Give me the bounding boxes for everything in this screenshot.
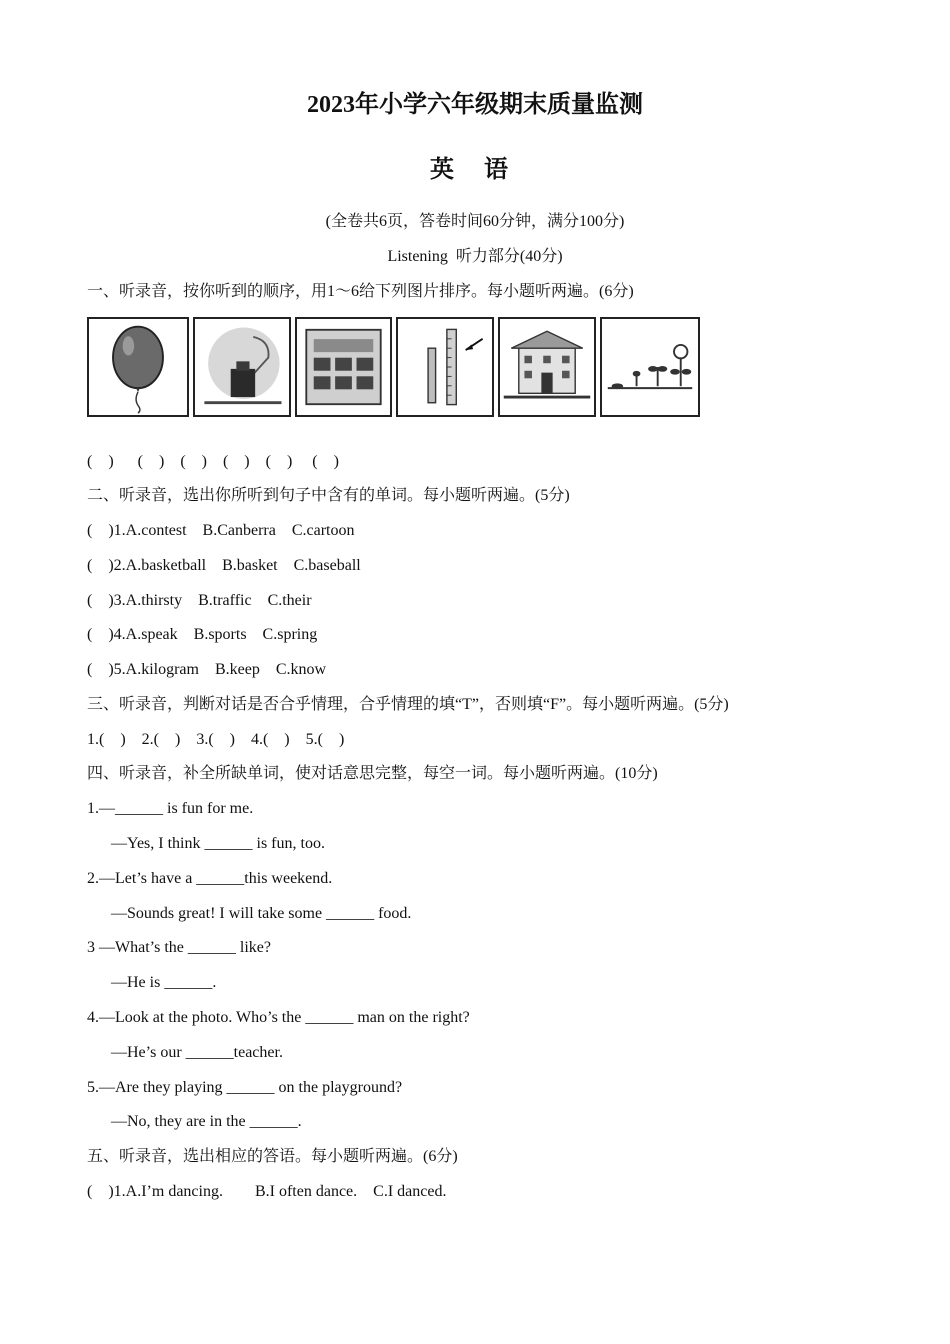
subject-title: 英 语 [430, 157, 520, 183]
section4-heading: 四、听录音，补全所缺单词，使对话意思完整，每空一词。每小题听两遍。(10分) [87, 765, 658, 782]
page-title: 2023年小学六年级期末质量监测 [307, 92, 643, 118]
dialogue-question[interactable]: 1.—______ is fun for me. [87, 800, 254, 817]
dialogue-answer[interactable]: —Yes, I think ______ is fun, too. [111, 835, 325, 852]
section3-heading: 三、听录音，判断对话是否合乎情理，合乎情理的填“T”，否则填“F”。每小题听两遍。(5分) [87, 696, 729, 713]
listening-heading: Listening 听力部分(40分) [387, 248, 563, 265]
board-game-icon [295, 317, 392, 417]
dialogue-answer[interactable]: —No, they are in the ______. [111, 1113, 302, 1130]
dialogue-question[interactable]: 4.—Look at the photo. Who’s the ______ man on the right? [87, 1009, 470, 1026]
exam-note: (全卷共6页，答卷时间60分钟，满分100分) [325, 213, 625, 230]
question-item[interactable]: ( )5.A.kilogram B.keep C.know [87, 661, 327, 678]
section5-heading: 五、听录音，选出相应的答语。每小题听两遍。(6分) [87, 1148, 458, 1165]
section1-answer-blanks[interactable]: ( ) ( ) ( ) ( ) ( ) ( ) [87, 453, 339, 470]
dialogue-answer[interactable]: —Sounds great! I will take some ______ food. [111, 905, 412, 922]
question-item[interactable]: ( )2.A.basketball B.basket C.baseball [87, 557, 361, 574]
ink-bottle-icon [193, 317, 291, 417]
question-item[interactable]: ( )1.A.I’m dancing. B.I often dance. C.I danced. [87, 1183, 447, 1200]
question-item[interactable]: ( )4.A.speak B.sports C.spring [87, 626, 318, 643]
dialogue-question[interactable]: 3 —What’s the ______ like? [87, 939, 271, 956]
dialogue-answer[interactable]: —He’s our ______teacher. [111, 1044, 283, 1061]
section1-heading: 一、听录音，按你听到的顺序，用1～6给下列图片排序。每小题听两遍。(6分) [87, 283, 634, 300]
plant-growth-icon [600, 317, 700, 417]
dialogue-question[interactable]: 2.—Let’s have a ______this weekend. [87, 870, 333, 887]
picture-row [87, 317, 702, 420]
section2-heading: 二、听录音，选出你所听到句子中含有的单词。每小题听两遍。(5分) [87, 487, 570, 504]
ruler-icon [396, 317, 494, 417]
building-icon [498, 317, 596, 417]
question-item[interactable]: ( )1.A.contest B.Canberra C.cartoon [87, 522, 355, 539]
section3-answer-blanks[interactable]: 1.( ) 2.( ) 3.( ) 4.( ) 5.( ) [87, 731, 345, 748]
question-item[interactable]: ( )3.A.thirsty B.traffic C.their [87, 592, 312, 609]
dialogue-question[interactable]: 5.—Are they playing ______ on the playground? [87, 1079, 403, 1096]
dialogue-answer[interactable]: —He is ______. [111, 974, 217, 991]
balloon-icon [87, 317, 189, 417]
